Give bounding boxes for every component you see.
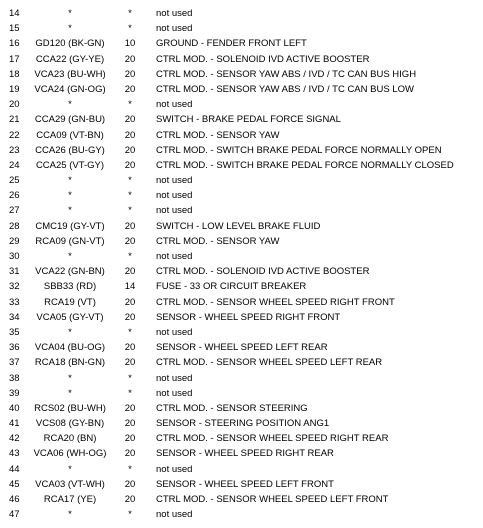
pin-number: 28 xyxy=(9,220,20,232)
table-row xyxy=(0,128,483,143)
pin-number: 27 xyxy=(9,205,20,217)
table-row xyxy=(0,173,483,188)
wire-gauge: 20 xyxy=(124,83,136,95)
circuit-function: CTRL MOD. - SENSOR WHEEL SPEED RIGHT FRONT xyxy=(156,296,395,308)
pin-number: 29 xyxy=(9,235,20,247)
circuit-code: * xyxy=(68,372,72,384)
circuit-function: not used xyxy=(156,463,193,475)
wire-gauge: * xyxy=(128,372,132,384)
table-row xyxy=(0,6,483,21)
circuit-function: not used xyxy=(156,387,193,399)
wire-gauge: 20 xyxy=(124,418,136,430)
pin-number: 32 xyxy=(9,281,20,293)
table-row xyxy=(0,431,483,446)
table-row xyxy=(0,462,483,477)
pin-table xyxy=(0,6,483,522)
circuit-code: CCA26 (BU-GY) xyxy=(35,144,105,156)
pin-number: 45 xyxy=(9,478,20,490)
circuit-code: RCA19 (VT) xyxy=(44,296,96,308)
circuit-function: CTRL MOD. - SENSOR WHEEL SPEED LEFT FRONT xyxy=(156,494,389,505)
circuit-function: not used xyxy=(156,8,193,19)
circuit-code: RCA09 (GN-VT) xyxy=(35,235,105,247)
pin-number: 26 xyxy=(9,190,20,202)
circuit-code: * xyxy=(68,8,72,19)
pin-number: 17 xyxy=(9,53,20,65)
table-row xyxy=(0,97,483,112)
circuit-code: VCA03 (VT-WH) xyxy=(35,478,105,490)
wire-gauge: 10 xyxy=(124,38,136,50)
pin-number: 33 xyxy=(9,296,20,308)
table-row xyxy=(0,52,483,67)
table-row xyxy=(0,112,483,127)
circuit-code: * xyxy=(68,205,72,217)
wire-gauge: * xyxy=(128,8,132,19)
circuit-function: CTRL MOD. - SENSOR YAW xyxy=(156,235,280,247)
table-row xyxy=(0,234,483,249)
wire-gauge: * xyxy=(128,205,132,217)
wire-gauge: * xyxy=(128,326,132,338)
pin-number: 18 xyxy=(9,68,20,80)
pin-number: 30 xyxy=(9,251,20,262)
table-row xyxy=(0,21,483,36)
circuit-function: CTRL MOD. - SOLENOID IVD ACTIVE BOOSTER xyxy=(156,53,370,65)
table-row xyxy=(0,67,483,82)
circuit-function: SENSOR - WHEEL SPEED RIGHT FRONT xyxy=(156,311,341,323)
pin-number: 40 xyxy=(9,402,20,414)
table-row xyxy=(0,279,483,294)
circuit-function: SWITCH - BRAKE PEDAL FORCE SIGNAL xyxy=(156,114,341,126)
circuit-code: * xyxy=(68,509,72,521)
table-row xyxy=(0,386,483,401)
table-row xyxy=(0,188,483,203)
wire-gauge: 20 xyxy=(124,342,136,354)
wire-gauge: 20 xyxy=(124,296,136,308)
circuit-code: CCA22 (GY-YE) xyxy=(35,53,105,65)
pin-number: 19 xyxy=(9,83,20,95)
table-row xyxy=(0,310,483,325)
pin-number: 37 xyxy=(9,357,20,369)
circuit-function: FUSE - 33 OR CIRCUIT BREAKER xyxy=(156,281,307,293)
table-row xyxy=(0,219,483,234)
circuit-function: not used xyxy=(156,372,193,384)
circuit-code: RCA18 (BN-GN) xyxy=(34,357,106,369)
circuit-function: CTRL MOD. - SWITCH BRAKE PEDAL FORCE NORMALLY CLOSED xyxy=(156,159,454,171)
circuit-function: CTRL MOD. - SENSOR YAW ABS / IVD / TC CAN BUS LOW xyxy=(156,83,414,95)
circuit-code: * xyxy=(68,99,72,111)
table-row xyxy=(0,249,483,264)
wire-gauge: 20 xyxy=(124,129,136,141)
pin-number: 41 xyxy=(9,418,20,430)
wire-gauge: 20 xyxy=(124,478,136,490)
wire-gauge: 20 xyxy=(124,448,136,460)
circuit-code: SBB33 (RD) xyxy=(43,281,97,293)
wire-gauge: * xyxy=(128,463,132,475)
pin-number: 20 xyxy=(9,99,20,111)
circuit-code: RCS02 (BU-WH) xyxy=(34,402,106,414)
circuit-function: CTRL MOD. - SENSOR WHEEL SPEED LEFT REAR xyxy=(156,357,383,369)
wire-gauge: 20 xyxy=(124,494,136,505)
circuit-code: VCA24 (GN-OG) xyxy=(34,83,106,95)
circuit-function: not used xyxy=(156,99,193,111)
table-row xyxy=(0,492,483,507)
pin-number: 47 xyxy=(9,509,20,521)
circuit-function: CTRL MOD. - SOLENOID IVD ACTIVE BOOSTER xyxy=(156,266,370,278)
table-row xyxy=(0,203,483,218)
pin-number: 38 xyxy=(9,372,20,384)
wire-gauge: * xyxy=(128,190,132,202)
circuit-function: SENSOR - WHEEL SPEED LEFT REAR xyxy=(156,342,328,354)
circuit-code: RCA20 (BN) xyxy=(43,433,97,445)
circuit-code: VCA22 (GN-BN) xyxy=(35,266,105,278)
circuit-function: not used xyxy=(156,175,193,187)
pin-number: 21 xyxy=(9,114,20,126)
circuit-function: CTRL MOD. - SENSOR WHEEL SPEED RIGHT REAR xyxy=(156,433,389,445)
pin-number: 31 xyxy=(9,266,20,278)
wire-gauge: * xyxy=(128,175,132,187)
circuit-function: CTRL MOD. - SENSOR YAW xyxy=(156,129,280,141)
circuit-function: not used xyxy=(156,205,193,217)
circuit-function: SWITCH - LOW LEVEL BRAKE FLUID xyxy=(156,220,321,232)
circuit-function: CTRL MOD. - SWITCH BRAKE PEDAL FORCE NORMALLY OPEN xyxy=(156,144,442,156)
pin-number: 23 xyxy=(9,144,20,156)
table-row xyxy=(0,401,483,416)
table-row xyxy=(0,82,483,97)
wire-gauge: 20 xyxy=(124,68,136,80)
table-row xyxy=(0,36,483,51)
wire-gauge: 20 xyxy=(124,144,136,156)
circuit-function: SENSOR - WHEEL SPEED RIGHT REAR xyxy=(156,448,334,460)
circuit-function: SENSOR - WHEEL SPEED LEFT FRONT xyxy=(156,478,334,490)
wire-gauge: 20 xyxy=(124,402,136,414)
pin-number: 24 xyxy=(9,159,20,171)
circuit-function: not used xyxy=(156,251,193,262)
pin-number: 16 xyxy=(9,38,20,50)
circuit-function: SENSOR - STEERING POSITION ANG1 xyxy=(156,418,330,430)
wire-gauge: 14 xyxy=(124,281,136,293)
circuit-code: * xyxy=(68,251,72,262)
pin-number: 25 xyxy=(9,175,20,187)
table-row xyxy=(0,295,483,310)
pin-number: 35 xyxy=(9,326,20,338)
wire-gauge: 20 xyxy=(124,53,136,65)
wire-gauge: * xyxy=(128,23,132,35)
circuit-code: VCA23 (BU-WH) xyxy=(34,68,106,80)
table-row xyxy=(0,416,483,431)
pin-number: 46 xyxy=(9,494,20,505)
table-row xyxy=(0,143,483,158)
circuit-function: not used xyxy=(156,190,193,202)
circuit-function: GROUND - FENDER FRONT LEFT xyxy=(156,38,307,50)
pin-number: 44 xyxy=(9,463,20,475)
circuit-code: CCA25 (VT-GY) xyxy=(35,159,105,171)
table-row xyxy=(0,340,483,355)
circuit-function: not used xyxy=(156,509,193,521)
wire-gauge: 20 xyxy=(124,235,136,247)
wire-gauge: 20 xyxy=(124,266,136,278)
circuit-code: VCA05 (GY-VT) xyxy=(36,311,104,323)
circuit-code: VCS08 (GY-BN) xyxy=(35,418,105,430)
wire-gauge: * xyxy=(128,251,132,262)
wire-gauge: 20 xyxy=(124,114,136,126)
table-row xyxy=(0,158,483,173)
wire-gauge: * xyxy=(128,509,132,521)
circuit-code: GD120 (BK-GN) xyxy=(35,38,105,50)
wire-gauge: 20 xyxy=(124,311,136,323)
circuit-code: * xyxy=(68,387,72,399)
circuit-code: * xyxy=(68,463,72,475)
circuit-code: CCA09 (VT-BN) xyxy=(36,129,104,141)
wire-gauge: 20 xyxy=(124,159,136,171)
pin-number: 39 xyxy=(9,387,20,399)
table-row xyxy=(0,264,483,279)
table-row xyxy=(0,355,483,370)
circuit-code: CMC19 (GY-VT) xyxy=(35,220,105,232)
circuit-function: CTRL MOD. - SENSOR STEERING xyxy=(156,402,308,414)
wire-gauge: 20 xyxy=(124,433,136,445)
wire-gauge: * xyxy=(128,99,132,111)
table-row xyxy=(0,371,483,386)
table-row xyxy=(0,507,483,522)
circuit-code: * xyxy=(68,175,72,187)
wire-gauge: * xyxy=(128,387,132,399)
circuit-code: * xyxy=(68,23,72,35)
table-row xyxy=(0,477,483,492)
pin-number: 14 xyxy=(9,8,20,19)
table-row xyxy=(0,325,483,340)
circuit-code: CCA29 (GN-BU) xyxy=(34,114,106,126)
circuit-code: VCA06 (WH-OG) xyxy=(33,448,107,460)
pin-number: 43 xyxy=(9,448,20,460)
pin-number: 34 xyxy=(9,311,20,323)
pin-number: 15 xyxy=(9,23,20,35)
pin-number: 42 xyxy=(9,433,20,445)
circuit-code: * xyxy=(68,326,72,338)
circuit-function: not used xyxy=(156,23,193,35)
table-row xyxy=(0,446,483,461)
circuit-function: CTRL MOD. - SENSOR YAW ABS / IVD / TC CAN BUS HIGH xyxy=(156,68,417,80)
circuit-code: RCA17 (YE) xyxy=(43,494,97,505)
wire-gauge: 20 xyxy=(124,357,136,369)
circuit-code: * xyxy=(68,190,72,202)
circuit-code: VCA04 (BU-OG) xyxy=(34,342,106,354)
circuit-function: not used xyxy=(156,326,193,338)
pin-number: 22 xyxy=(9,129,20,141)
pin-number: 36 xyxy=(9,342,20,354)
wire-gauge: 20 xyxy=(124,220,136,232)
